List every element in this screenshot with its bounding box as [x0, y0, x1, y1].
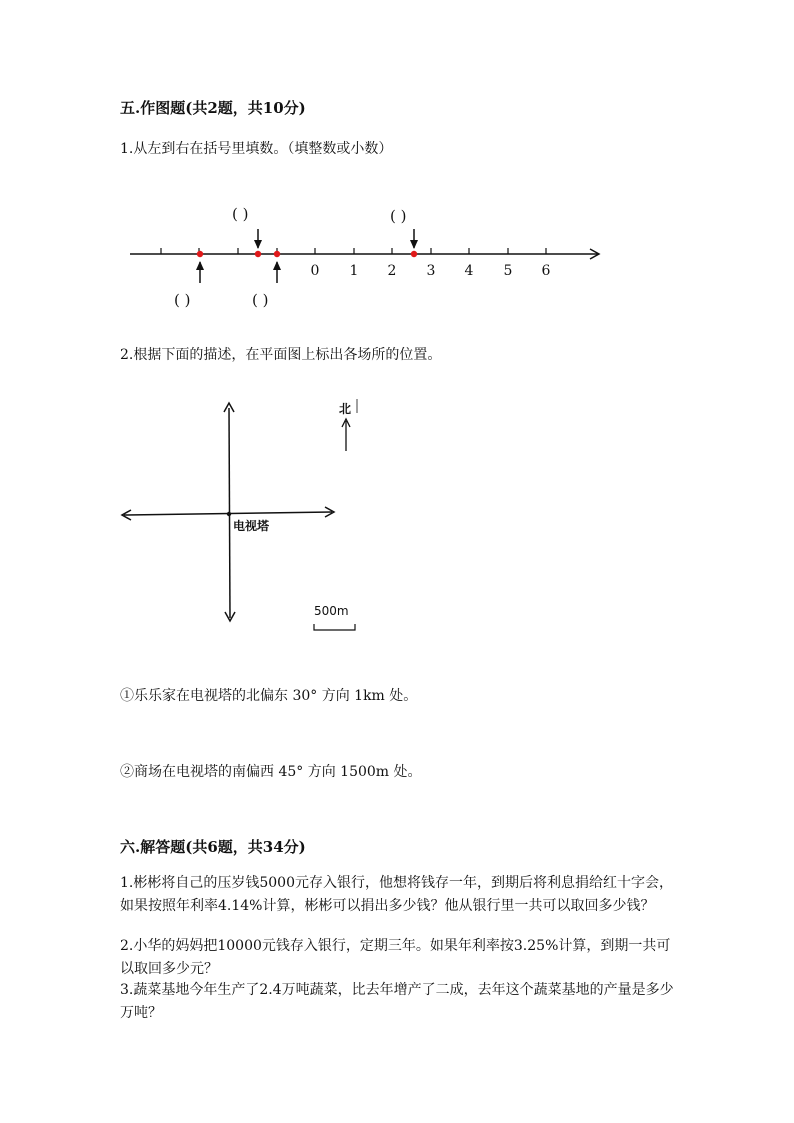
- tv-tower-point: [227, 512, 231, 516]
- tick-label: 1: [349, 263, 359, 279]
- plane-map-diagram: [122, 399, 357, 630]
- problem-1: 1.彬彬将自己的压岁钱5000元存入银行，他想将钱存一年，到期后将利息捐给红十字会，如果按照年利率4.14%计算，彬彬可以捐出多少钱？他从银行里一共可以取回多少钱？: [120, 875, 673, 914]
- scale-bar: [314, 624, 355, 630]
- problem-3: 3.蔬菜基地今年生产了2.4万吨蔬菜，比去年增产了二成，去年这个蔬菜基地的产量是多少万吨？: [120, 982, 674, 1021]
- scale-label: 500m: [314, 604, 349, 618]
- point-marker: [255, 251, 261, 257]
- tv-tower-label: 电视塔: [233, 519, 270, 533]
- tick-label: 5: [503, 263, 513, 279]
- question-2-item-2: ②商场在电视塔的南偏西 45° 方向 1500m 处。: [120, 764, 422, 780]
- problem-2: 2.小华的妈妈把10000元钱存入银行，定期三年。如果年利率按3.25%计算，到期一共可以取回多少元？: [120, 938, 671, 977]
- section-6-heading: 六.解答题(共6题，共34分): [120, 838, 306, 856]
- point-marker: [274, 251, 280, 257]
- question-2-text: 2.根据下面的描述，在平面图上标出各场所的位置。: [120, 347, 442, 363]
- tick-label: 2: [387, 263, 397, 279]
- answer-blank: ( ): [232, 205, 249, 223]
- point-marker: [411, 251, 417, 257]
- tick-label: 6: [541, 263, 551, 279]
- question-2-item-1: ①乐乐家在电视塔的北偏东 30° 方向 1km 处。: [120, 688, 418, 704]
- answer-blank: ( ): [252, 291, 269, 309]
- section-5-heading: 五.作图题(共2题，共10分): [120, 99, 306, 117]
- north-label: 北: [339, 402, 352, 416]
- number-line-ticks: [161, 248, 546, 254]
- number-line-arrowhead: [590, 249, 599, 259]
- answer-blank: ( ): [390, 207, 407, 225]
- tick-label: 0: [310, 263, 320, 279]
- tick-label: 3: [426, 263, 436, 279]
- answer-blank: ( ): [174, 291, 191, 309]
- question-1-text: 1.从左到右在括号里填数。（填整数或小数）: [120, 141, 393, 157]
- point-marker: [197, 251, 203, 257]
- tick-label: 4: [464, 263, 474, 279]
